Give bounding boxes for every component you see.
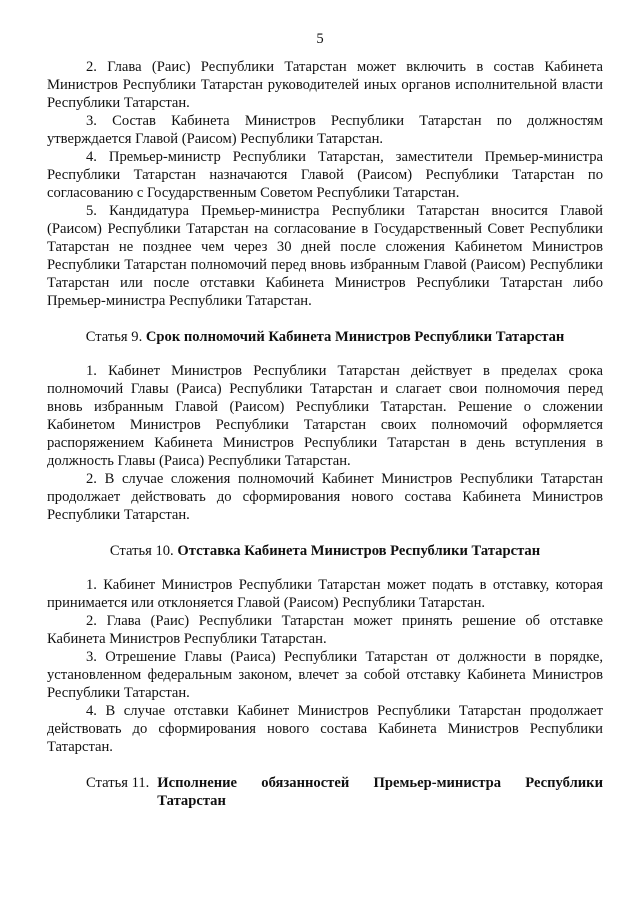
paragraph: 2. Глава (Раис) Республики Татарстан может принять решение об отставке Кабинета Министров Республики Татарстан. <box>47 613 603 647</box>
paragraph: 5. Кандидатура Премьер-министра Республики Татарстан вносится Главой (Раисом) Республики Татарстан на согласование в Государственный Совет Республики Татарстан не позднее чем через 30 дней после сложения Кабинетом Министров Республики Татарстан полномочий перед вновь избранным Главой (Раисом) Республики Татарстан или после отставки Кабинета Министров Республики Татарстан либо Премьер-министра Республики Татарстан. <box>47 203 603 309</box>
article-label: Статья 11. <box>86 775 150 791</box>
paragraph: 4. Премьер-министр Республики Татарстан, заместители Премьер-министра Республики Татарстан назначаются Главой (Раисом) Республики Татарстан по согласованию с Государственным Советом Республики Татарстан. <box>47 149 603 201</box>
paragraph: 3. Состав Кабинета Министров Республики Татарстан по должностям утверждается Главой (Раисом) Республики Татарстан. <box>47 113 603 147</box>
paragraph: 1. Кабинет Министров Республики Татарстан может подать в отставку, которая принимается или отклоняется Главой (Раисом) Республики Татарстан. <box>47 577 603 611</box>
article-heading-9 <box>47 328 603 346</box>
article-title: Срок полномочий Кабинета Министров Республики Татарстан <box>145 329 565 345</box>
article-title: Отставка Кабинета Министров Республики Татарстан <box>177 543 541 559</box>
article-heading-11 <box>47 774 603 810</box>
article-heading-10 <box>47 542 603 560</box>
article-label: Статья 10. <box>109 543 174 559</box>
paragraph: 2. В случае сложения полномочий Кабинет Министров Республики Татарстан продолжает действовать до сформирования нового состава Кабинета Министров Республики Татарстан. <box>47 471 603 523</box>
paragraph: 4. В случае отставки Кабинет Министров Республики Татарстан продолжает действовать до сформирования нового состава Кабинета Министров Республики Татарстан. <box>47 703 603 755</box>
paragraph: 2. Глава (Раис) Республики Татарстан может включить в состав Кабинета Министров Республики Татарстан руководителей иных органов исполнительной власти Республики Татарстан. <box>47 59 603 111</box>
article-title-line1: Исполнение обязанностей Премьер-министра Республики <box>157 775 603 791</box>
paragraph: 3. Отрешение Главы (Раиса) Республики Татарстан от должности в порядке, установленном федеральным законом, влечет за собой отставку Кабинета Министров Республики Татарстан. <box>47 649 603 701</box>
article-title-block <box>149 774 603 810</box>
article-title-line2: Татарстан <box>157 793 226 809</box>
paragraph: 1. Кабинет Министров Республики Татарстан действует в пределах срока полномочий Главы (Раиса) Республики Татарстан и слагает свои полномочия перед вновь избранным Главой (Раисом) Республики Татарстан. Решение о сложении Кабинетом Министров Республики Татарстан своих полномочий оформляется распоряжением Кабинета Министров Республики Татарстан в день вступления в должность Главы (Раиса) Республики Татарстан. <box>47 363 603 469</box>
article-label: Статья 9. <box>85 329 143 345</box>
document-body <box>47 58 603 810</box>
page-number: 5 <box>316 31 324 47</box>
